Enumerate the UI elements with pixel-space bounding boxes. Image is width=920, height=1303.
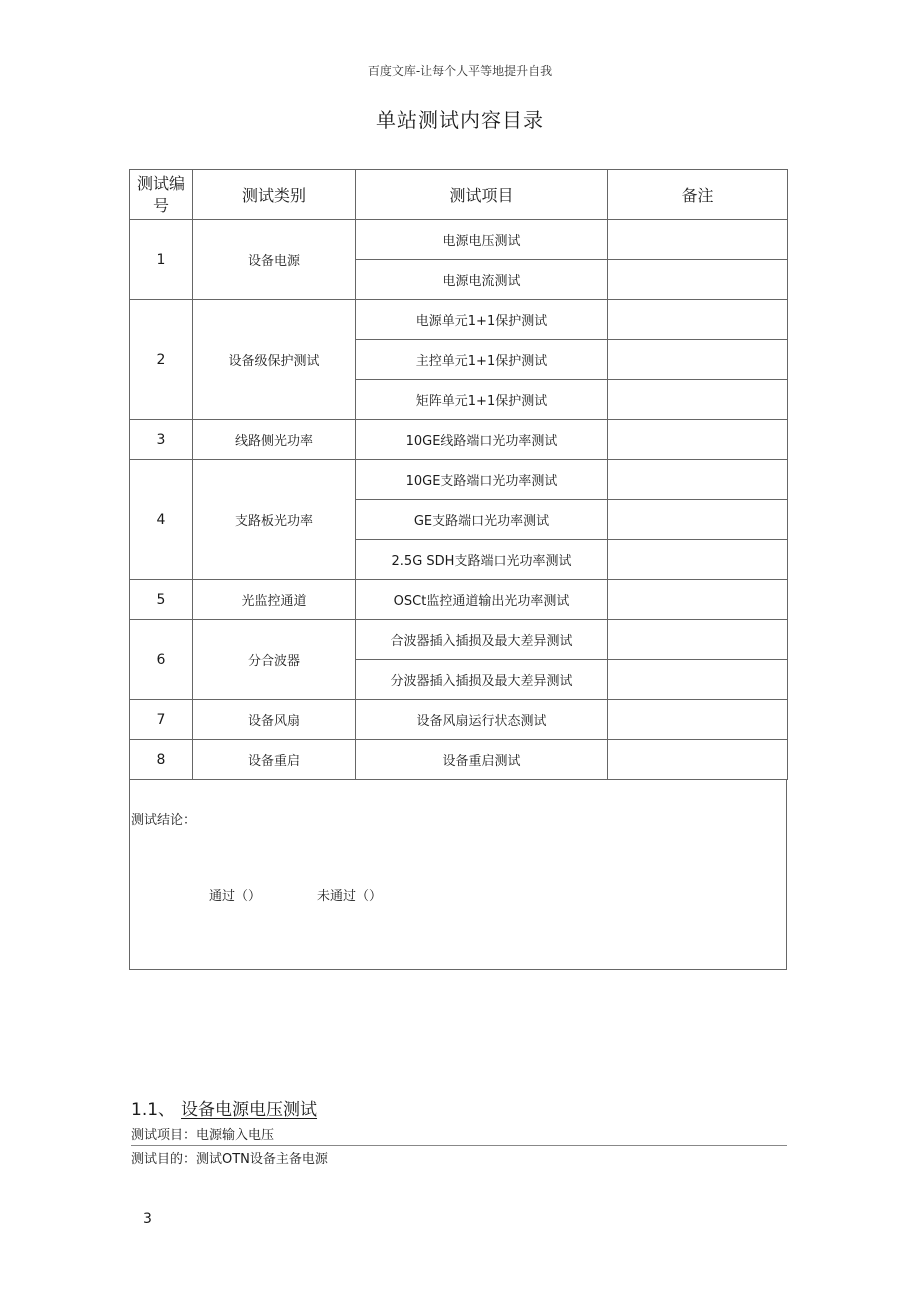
table-row [130, 300, 788, 340]
test-table [129, 169, 788, 780]
note-cell [608, 660, 788, 700]
note-cell [608, 220, 788, 260]
note-cell [608, 740, 788, 780]
table-row [130, 620, 788, 660]
table-row [130, 740, 788, 780]
test-item: 10GE支路端口光功率测试 [356, 460, 608, 500]
section-number: 1.1、 [131, 1100, 176, 1120]
header-note: 备注 [608, 170, 788, 220]
table-row [130, 700, 788, 740]
test-item: 电源电流测试 [356, 260, 608, 300]
test-item: 电源单元1+1保护测试 [356, 300, 608, 340]
page-title: 单站测试内容目录 [376, 108, 544, 132]
table-row [130, 220, 788, 260]
test-item: 电源电压测试 [356, 220, 608, 260]
test-category: 设备级保护测试 [193, 300, 356, 420]
test-item: 合波器插入插损及最大差异测试 [356, 620, 608, 660]
test-item: 矩阵单元1+1保护测试 [356, 380, 608, 420]
test-item: 主控单元1+1保护测试 [356, 340, 608, 380]
test-category: 线路侧光功率 [193, 420, 356, 460]
note-cell [608, 540, 788, 580]
test-number: 7 [130, 700, 193, 740]
test-number: 8 [130, 740, 193, 780]
note-cell [608, 580, 788, 620]
header-test-item: 测试项目 [356, 170, 608, 220]
fail-option: 未通过（） [317, 889, 383, 904]
section-heading [131, 1095, 317, 1120]
note-cell [608, 500, 788, 540]
note-cell [608, 420, 788, 460]
test-number: 4 [130, 460, 193, 580]
pass-option: 通过（） [209, 889, 262, 904]
test-number: 6 [130, 620, 193, 700]
test-number: 3 [130, 420, 193, 460]
note-cell [608, 300, 788, 340]
conclusion-label: 测试结论： [131, 813, 197, 828]
test-category: 支路板光功率 [193, 460, 356, 580]
test-item: OSCt监控通道输出光功率测试 [356, 580, 608, 620]
test-item: 分波器插入插损及最大差异测试 [356, 660, 608, 700]
test-number: 1 [130, 220, 193, 300]
section-test-item: 测试项目：电源输入电压 [131, 1124, 787, 1146]
table-row [130, 420, 788, 460]
header-test-number: 测试编号 [130, 170, 193, 220]
test-category: 光监控通道 [193, 580, 356, 620]
test-number: 2 [130, 300, 193, 420]
table-row [130, 460, 788, 500]
test-item: 设备重启测试 [356, 740, 608, 780]
test-item: 10GE线路端口光功率测试 [356, 420, 608, 460]
conclusion-box [129, 779, 787, 970]
test-item: 2.5G SDH支路端口光功率测试 [356, 540, 608, 580]
table-row [130, 580, 788, 620]
table-header-row [130, 170, 788, 220]
note-cell [608, 340, 788, 380]
section-title: 设备电源电压测试 [181, 1100, 318, 1120]
header-site-line: 百度文库-让每个人平等地提升自我 [367, 64, 553, 78]
section-test-purpose: 测试目的：测试OTN设备主备电源 [131, 1152, 328, 1167]
note-cell [608, 380, 788, 420]
test-number: 5 [130, 580, 193, 620]
note-cell [608, 620, 788, 660]
test-category: 设备电源 [193, 220, 356, 300]
test-category: 设备风扇 [193, 700, 356, 740]
note-cell [608, 700, 788, 740]
test-item: 设备风扇运行状态测试 [356, 700, 608, 740]
test-category: 分合波器 [193, 620, 356, 700]
page-number: 3 [143, 1211, 152, 1227]
test-item: GE支路端口光功率测试 [356, 500, 608, 540]
note-cell [608, 260, 788, 300]
header-test-category: 测试类别 [193, 170, 356, 220]
note-cell [608, 460, 788, 500]
test-category: 设备重启 [193, 740, 356, 780]
